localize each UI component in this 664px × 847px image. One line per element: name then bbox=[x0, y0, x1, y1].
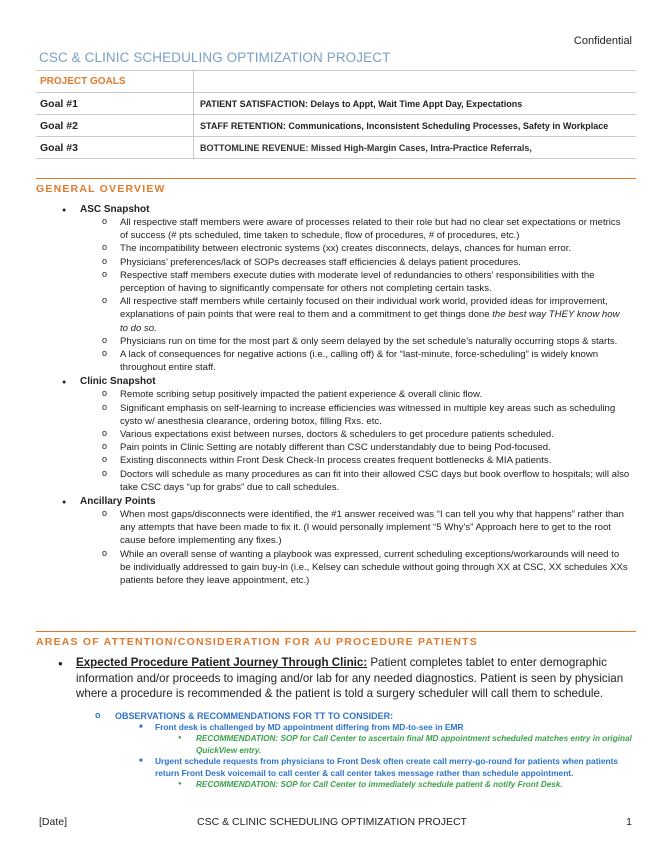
list-item: o Physicians’ preferences/lack of SOPs decreases staff efficiencies & delays patient procedures. bbox=[120, 256, 630, 269]
recommendation-item: ● RECOMMENDATION: SOP for Call Center to immediately schedule patient & notify Front Desk. bbox=[196, 779, 636, 791]
goal-label: Goal #1 bbox=[36, 93, 194, 114]
list-item-emphasis: the best way THEY know how to do so. bbox=[120, 309, 620, 334]
areas-of-attention-section bbox=[0, 655, 664, 791]
list-item: o A lack of consequences for negative actions (i.e., calling off) & for “last-minute, force-scheduling” is widely known throughout entire staff. bbox=[120, 348, 630, 374]
asc-snapshot-title: ● ASC Snapshot bbox=[80, 203, 664, 216]
list-item: o Respective staff members execute duties with moderate level of redundancies to others’ responsibilities with the perception of having to significantly compensate for others not completing certain tasks. bbox=[120, 269, 630, 295]
list-item bbox=[120, 295, 630, 335]
list-item: o Remote scribing setup positively impacted the patient experience & overall clinic flow. bbox=[120, 388, 630, 401]
footer-title: CSC & CLINIC SCHEDULING OPTIMIZATION PROJECT bbox=[197, 816, 467, 828]
goal-text: STAFF RETENTION: Communications, Inconsistent Scheduling Processes, Safety in Workplace bbox=[200, 120, 609, 131]
goal-row bbox=[36, 93, 636, 115]
list-item: o Significant emphasis on self-learning to increase efficiencies was witnessed in multiple key areas such as scheduling cysto w/ anesthesia clearance, ordering botox, filling Rxs. etc. bbox=[120, 402, 630, 428]
list-item: o All respective staff members were aware of processes related to their role but had no clear set expectations or metrics of success (# pts scheduled, time taken to schedule, flow of procedures, # of procedures, etc.) bbox=[120, 216, 630, 242]
goals-header-row bbox=[36, 71, 636, 93]
goal-row bbox=[36, 137, 636, 159]
list-item-text: All respective staff members while certainly focused on their individual work world, provided ideas for improvement, explanations of pain points that were real to them and a commitment to get things done bbox=[120, 296, 608, 321]
page-number: 1 bbox=[626, 816, 632, 828]
goals-table bbox=[36, 70, 636, 159]
patient-journey-label: Expected Procedure Patient Journey Through Clinic: bbox=[76, 656, 368, 669]
general-overview-heading: GENERAL OVERVIEW bbox=[36, 178, 636, 195]
recommendation-item: ● RECOMMENDATION: SOP for Call Center to ascertain final MD appointment scheduled matches entry in original QuickView entry. bbox=[196, 733, 636, 756]
observation-item: ■ Urgent schedule requests from physicians to Front Desk often create call merry-go-round for patients when patients return Front Desk voicemail to call center & call center takes message rather than schedule appointment. bbox=[155, 756, 635, 779]
document-title: CSC & CLINIC SCHEDULING OPTIMIZATION PROJECT bbox=[39, 50, 391, 65]
areas-of-attention-heading: AREAS OF ATTENTION/CONSIDERATION FOR AU PROCEDURE PATIENTS bbox=[36, 631, 636, 648]
list-item: o Pain points in Clinic Setting are notably different than CSC understandably due to being Pod-focused. bbox=[120, 441, 630, 454]
list-item: o When most gaps/disconnects were identified, the #1 answer received was “I can tell you why that happens” rather than any attempts that have been made to fix it. (I would personally implement “5 Why’s” Approach here to get to the root cause before implementing any fixes.) bbox=[120, 508, 630, 548]
goals-heading: PROJECT GOALS bbox=[36, 71, 194, 92]
list-item: o Various expectations exist between nurses, doctors & schedulers to get procedure patients scheduled. bbox=[120, 428, 630, 441]
ancillary-points-title: ● Ancillary Points bbox=[80, 495, 664, 508]
clinic-snapshot-title: ● Clinic Snapshot bbox=[80, 375, 664, 388]
goal-label: Goal #3 bbox=[36, 137, 194, 158]
observations-heading: o OBSERVATIONS & RECOMMENDATIONS FOR TT TO CONSIDER: bbox=[115, 710, 664, 722]
confidential-label: Confidential bbox=[573, 35, 632, 47]
goal-text: BOTTOMLINE REVENUE: Missed High-Margin Cases, Intra-Practice Referrals, bbox=[200, 142, 532, 153]
list-item: o The incompatibility between electronic systems (xx) creates disconnects, delays, chances for human error. bbox=[120, 242, 630, 255]
list-item: o While an overall sense of wanting a playbook was expressed, current scheduling exceptions/workarounds will need to be individually addressed to gain buy-in (i.e., Kelsey can schedule without going through XX at CSC, XX schedules XXs patients before they leave appointment, etc.) bbox=[120, 548, 630, 588]
footer-date: [Date] bbox=[39, 816, 68, 828]
patient-journey-item bbox=[76, 655, 636, 702]
list-item: o Existing disconnects within Front Desk Check-In process creates frequent bottlenecks & MIA patients. bbox=[120, 454, 630, 467]
goal-row bbox=[36, 115, 636, 137]
list-item: o Doctors will schedule as many procedures as can fit into their allowed CSC days but book overflow to hospitals; will also take CSC days “up for grabs” due to call schedules. bbox=[120, 468, 630, 494]
goal-text: PATIENT SATISFACTION: Delays to Appt, Wait Time Appt Day, Expectations bbox=[200, 98, 523, 109]
list-item: o Physicians run on time for the most part & only seem delayed by the set schedule’s naturally occurring stops & starts. bbox=[120, 335, 630, 348]
observation-item: ■ Front desk is challenged by MD appointment differing from MD-to-see in EMR bbox=[155, 722, 635, 734]
patient-journey-text: Patient completes tablet to enter demographic information and/or proceeds to imaging and/or lab for any needed diagnostics. Patient is seen by physician where a procedure is recommended & the patient is told a surgery scheduler will call them to schedule. bbox=[76, 656, 624, 700]
goal-label: Goal #2 bbox=[36, 115, 194, 136]
general-overview-section bbox=[0, 202, 664, 587]
